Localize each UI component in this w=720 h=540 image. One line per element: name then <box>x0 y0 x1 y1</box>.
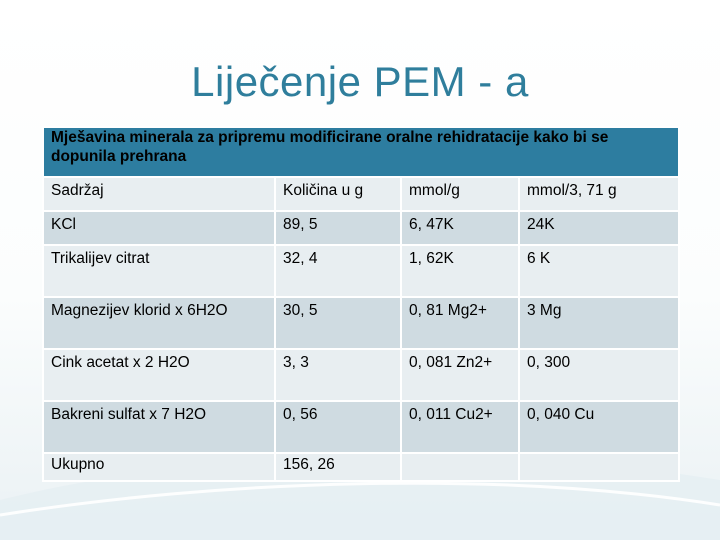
table-cell: Cink acetat x 2 H2O <box>43 349 275 401</box>
table-cell: 6, 47K <box>401 211 519 245</box>
table-cell: Bakreni sulfat x 7 H2O <box>43 401 275 453</box>
table-cell: 1, 62K <box>401 245 519 297</box>
table-cell: 89, 5 <box>275 211 401 245</box>
table-cell: 0, 300 <box>519 349 679 401</box>
slide-title: Liječenje PEM - a <box>191 58 529 105</box>
table-cell <box>401 453 519 481</box>
table-cell: Trikalijev citrat <box>43 245 275 297</box>
table-cell: 3 Mg <box>519 297 679 349</box>
table-cell: 6 K <box>519 245 679 297</box>
table-row <box>43 211 679 245</box>
mineral-mix-table <box>42 126 680 482</box>
table-cell: 0, 081 Zn2+ <box>401 349 519 401</box>
table-cell: 30, 5 <box>275 297 401 349</box>
table-cell: Magnezijev klorid x 6H2O <box>43 297 275 349</box>
table-cell: 0, 81 Mg2+ <box>401 297 519 349</box>
table-row <box>43 349 679 401</box>
column-header: mmol/3, 71 g <box>519 177 679 211</box>
table-cell: 24K <box>519 211 679 245</box>
table-cell <box>519 453 679 481</box>
column-header: Sadržaj <box>43 177 275 211</box>
table-cell: 0, 011 Cu2+ <box>401 401 519 453</box>
table-header: Mješavina minerala za pripremu modificirane oralne rehidratacije kako bi se dopunila prehrana <box>43 127 679 177</box>
column-header: mmol/g <box>401 177 519 211</box>
column-header: Količina u g <box>275 177 401 211</box>
table-cell: KCl <box>43 211 275 245</box>
column-header-row <box>43 177 679 211</box>
table-cell: 3, 3 <box>275 349 401 401</box>
table-cell: 0, 56 <box>275 401 401 453</box>
table-cell: 156, 26 <box>275 453 401 481</box>
table-cell: Ukupno <box>43 453 275 481</box>
table-row <box>43 245 679 297</box>
table-row <box>43 401 679 453</box>
table-row <box>43 297 679 349</box>
table-cell: 0, 040 Cu <box>519 401 679 453</box>
table-cell: 32, 4 <box>275 245 401 297</box>
table-row-total <box>43 453 679 481</box>
